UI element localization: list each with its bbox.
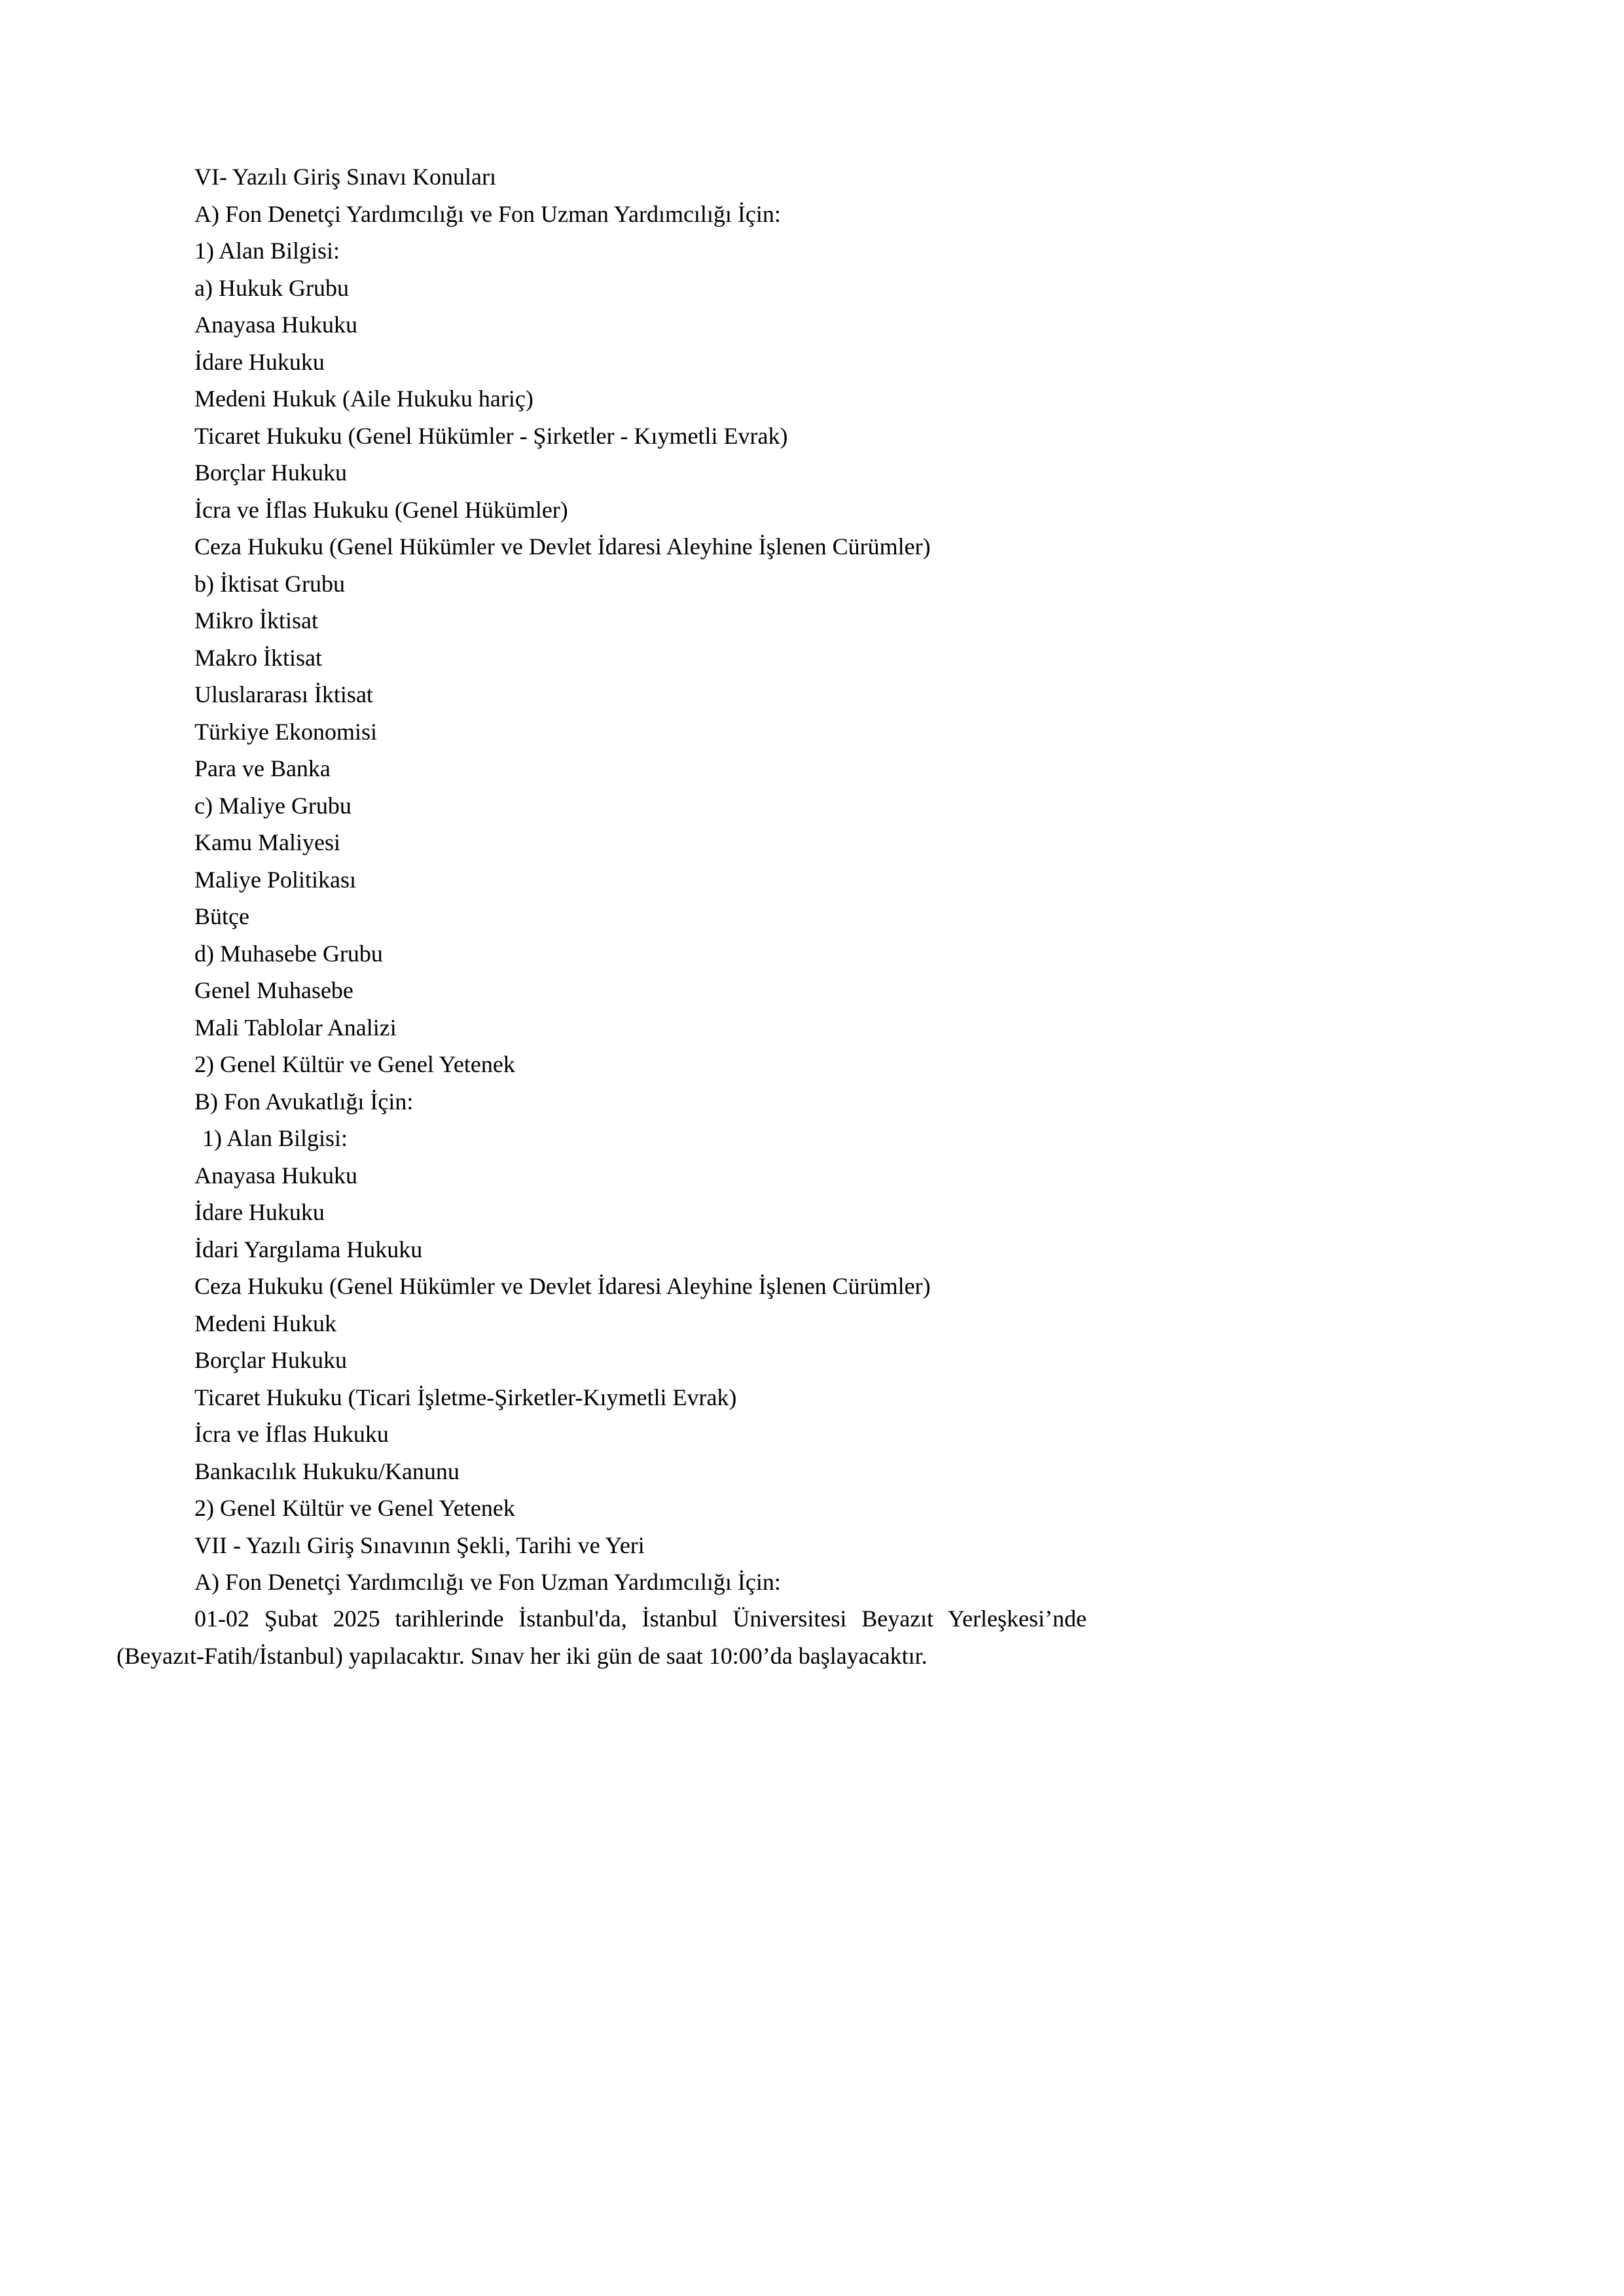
item-genel-kultur-b: 2) Genel Kültür ve Genel Yetenek [194,1495,515,1521]
topic-borclar-hukuku-b: Borçlar Hukuku [194,1347,347,1373]
section-heading-vi: VI- Yazılı Giriş Sınavı Konuları [194,164,496,190]
exam-details-paragraph [117,1600,1087,1675]
topic-ticaret-hukuku-b: Ticaret Hukuku (Ticari İşletme-Şirketler-Kıymetli Evrak) [194,1384,737,1410]
topic-uluslararasi-iktisat: Uluslararası İktisat [194,681,373,708]
topic-genel-muhasebe: Genel Muhasebe [194,977,353,1003]
topic-kamu-maliyesi: Kamu Maliyesi [194,829,340,855]
topic-bankacilik-hukuku: Bankacılık Hukuku/Kanunu [194,1458,460,1484]
group-hukuk: a) Hukuk Grubu [194,275,349,301]
topic-anayasa-hukuku: Anayasa Hukuku [194,312,357,338]
topic-mikro-iktisat: Mikro İktisat [194,607,318,634]
topic-icra-iflas-hukuku-b: İcra ve İflas Hukuku [194,1421,389,1447]
topic-medeni-hukuk: Medeni Hukuk (Aile Hukuku hariç) [194,386,533,412]
topic-borclar-hukuku: Borçlar Hukuku [194,459,347,486]
topic-ceza-hukuku: Ceza Hukuku (Genel Hükümler ve Devlet İdaresi Aleyhine İşlenen Cürümler) [194,533,931,560]
group-muhasebe: d) Muhasebe Grubu [194,941,383,967]
topic-idari-yargilama-hukuku: İdari Yargılama Hukuku [194,1236,423,1263]
item-genel-kultur: 2) Genel Kültür ve Genel Yetenek [194,1051,515,1077]
topic-anayasa-hukuku-b: Anayasa Hukuku [194,1162,357,1189]
topic-maliye-politikasi: Maliye Politikası [194,867,356,893]
topic-ceza-hukuku-b: Ceza Hukuku (Genel Hükümler ve Devlet İdaresi Aleyhine İşlenen Cürümler) [194,1273,931,1299]
topic-ticaret-hukuku: Ticaret Hukuku (Genel Hükümler - Şirketler - Kıymetli Evrak) [194,423,788,449]
topic-idare-hukuku: İdare Hukuku [194,349,325,375]
topic-butce: Bütçe [194,903,249,929]
subheading-a-fon-denetci-vii: A) Fon Denetçi Yardımcılığı ve Fon Uzman Yardımcılığı İçin: [194,1569,781,1595]
section-heading-vii: VII - Yazılı Giriş Sınavının Şekli, Tarihi ve Yeri [194,1532,645,1558]
item-alan-bilgisi-b: 1) Alan Bilgisi: [202,1125,348,1151]
topic-mali-tablolar-analizi: Mali Tablolar Analizi [194,1014,397,1041]
topic-medeni-hukuk-b: Medeni Hukuk [194,1310,336,1336]
topic-makro-iktisat: Makro İktisat [194,645,322,671]
topic-idare-hukuku-b: İdare Hukuku [194,1199,325,1225]
topic-icra-iflas-hukuku: İcra ve İflas Hukuku (Genel Hükümler) [194,497,568,523]
subheading-a-fon-denetci: A) Fon Denetçi Yardımcılığı ve Fon Uzman Yardımcılığı İçin: [194,201,781,227]
subheading-b-fon-avukatligi: B) Fon Avukatlığı İçin: [194,1088,414,1115]
topic-para-ve-banka: Para ve Banka [194,755,331,781]
group-maliye: c) Maliye Grubu [194,793,352,819]
paragraph-line-2: (Beyazıt-Fatih/İstanbul) yapılacaktır. Sınav her iki gün de saat 10:00’da başlayacaktır. [117,1643,928,1669]
item-alan-bilgisi: 1) Alan Bilgisi: [194,238,340,264]
group-iktisat: b) İktisat Grubu [194,571,345,597]
paragraph-line-1: 01-02 Şubat 2025 tarihlerinde İstanbul'da, İstanbul Üniversitesi Beyazıt Yerleşkesi’nde [194,1605,1087,1632]
topic-turkiye-ekonomisi: Türkiye Ekonomisi [194,719,377,745]
